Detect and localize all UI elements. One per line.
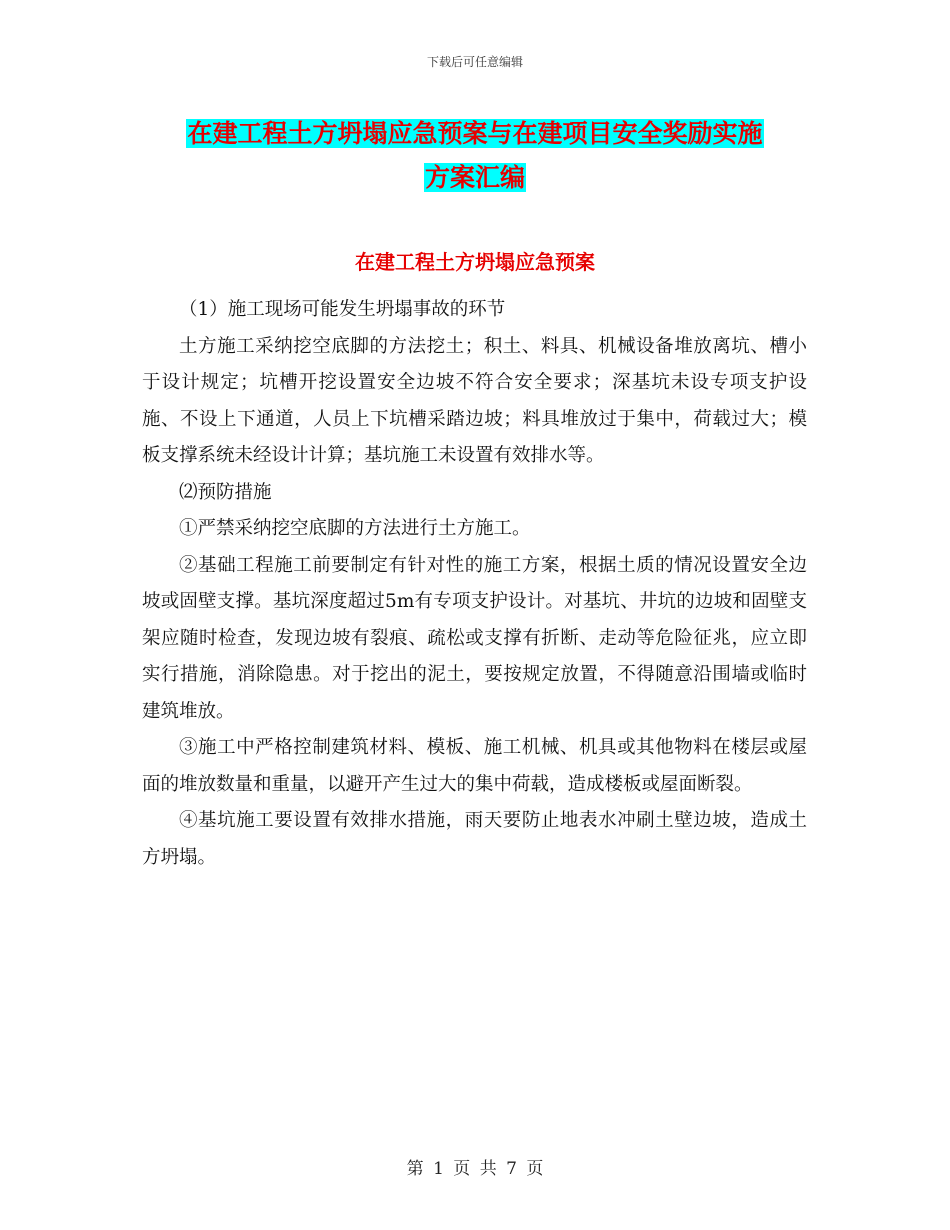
- paragraph-measure-4: ④基坑施工要设置有效排水措施，雨天要防止地表水冲刷土壁边坡，造成土方坍塌。: [142, 810, 807, 868]
- document-body: [142, 292, 807, 876]
- paragraph-measure-3: ③施工中严格控制建筑材料、模板、施工机械、机具或其他物料在楼层或屋面的堆放数量和重量，以避开产生过大的集中荷载，造成楼板或屋面断裂。: [142, 737, 807, 795]
- header-note: 下载后可任意编辑: [426, 55, 523, 69]
- page-number-footer: 第 1 页 共 7 页: [406, 1159, 544, 1179]
- title-line-1: 在建工程土方坍塌应急预案与在建项目安全奖励实施: [187, 119, 763, 148]
- paragraph-prevention-heading: ⑵预防措施: [179, 481, 272, 503]
- document-title: [0, 112, 950, 200]
- paragraph-collapse-risks: 土方施工采纳挖空底脚的方法挖土；积土、料具、机械设备堆放离坑、槽小于设计规定；坑槽开挖设置安全边坡不符合安全要求；深基坑未设专项支护设施、不设上下通道，人员上下坑槽采踏边坡；料具堆放过于集中，荷载过大；模板支撑系统未经设计计算；基坑施工未设置有效排水等。: [142, 335, 807, 466]
- section-title: 在建工程土方坍塌应急预案: [355, 250, 595, 274]
- paragraph-measure-1: ①严禁采纳挖空底脚的方法进行土方施工。: [179, 518, 531, 539]
- paragraph-measure-2: ②基础工程施工前要制定有针对性的施工方案，根据土质的情况设置安全边坡或固壁支撑。基坑深度超过5m有专项支护设计。对基坑、井坑的边坡和固壁支架应随时检查，发现边坡有裂痕、疏松或支撑有折断、走动等危险征兆，应立即实行措施，消除隐患。对于挖出的泥土，要按规定放置，不得随意沿围墙或临时建筑堆放。: [142, 554, 807, 722]
- title-line-2: 方案汇编: [424, 163, 525, 192]
- paragraph-collapse-risks-heading: （1）施工现场可能发生坍塌事故的环节: [179, 299, 506, 320]
